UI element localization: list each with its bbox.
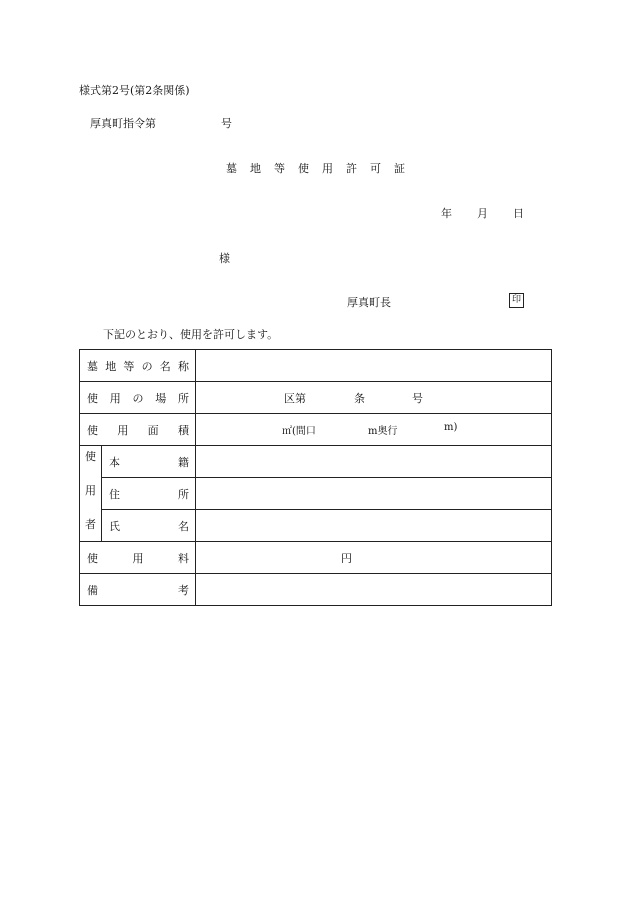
fee-unit: 円 (341, 552, 352, 565)
table-row (80, 510, 552, 542)
place-ku: 区第 (284, 392, 306, 405)
area-end: m) (444, 422, 458, 433)
form-number: 様式第2号(第2条関係) (79, 84, 190, 97)
name-label: 氏 名 (102, 510, 196, 542)
remarks-field[interactable] (196, 574, 552, 606)
address-label: 住 所 (102, 478, 196, 510)
address-field[interactable] (196, 478, 552, 510)
user-label: 使 用 者 (80, 446, 102, 542)
area-sqm: ㎡(間口 (282, 426, 316, 437)
place-go: 号 (412, 392, 423, 405)
seal-mark: 印 (509, 293, 524, 308)
domicile-label: 本 籍 (102, 446, 196, 478)
title-char: 可 (370, 162, 381, 175)
directive-number-prefix: 厚真町指令第 (90, 117, 156, 130)
title-char: 使 (298, 162, 309, 175)
cemetery-name-label: 墓 地 等 の 名 称 (80, 350, 196, 382)
place-field[interactable] (196, 382, 552, 414)
table-row (80, 542, 552, 574)
domicile-field[interactable] (196, 446, 552, 478)
fee-label: 使 用 料 (80, 542, 196, 574)
area-field[interactable] (196, 414, 552, 446)
remarks-label: 備 考 (80, 574, 196, 606)
title-char: 証 (394, 162, 405, 175)
intro-text: 下記のとおり、使用を許可します。 (103, 328, 279, 341)
title-char: 地 (250, 162, 261, 175)
date-day: 日 (513, 207, 524, 220)
fee-field[interactable] (196, 542, 552, 574)
title-char: 用 (322, 162, 333, 175)
place-jo: 条 (354, 392, 365, 405)
date-year: 年 (441, 207, 452, 220)
place-label: 使 用 の 場 所 (80, 382, 196, 414)
issuer-title: 厚真町長 (347, 296, 391, 309)
addressee-suffix: 様 (219, 252, 230, 265)
table-row (80, 350, 552, 382)
title-char: 許 (346, 162, 357, 175)
date-month: 月 (477, 207, 488, 220)
table-row (80, 574, 552, 606)
table-row (80, 414, 552, 446)
title-char: 墓 (226, 162, 237, 175)
area-depth: m奥行 (368, 426, 398, 437)
directive-number-suffix: 号 (221, 117, 232, 130)
area-label: 使 用 面 積 (80, 414, 196, 446)
cemetery-name-field[interactable] (196, 350, 552, 382)
table-row (80, 446, 552, 478)
table-row (80, 382, 552, 414)
table-row (80, 478, 552, 510)
title-char: 等 (274, 162, 285, 175)
name-field[interactable] (196, 510, 552, 542)
permit-table (79, 349, 552, 606)
